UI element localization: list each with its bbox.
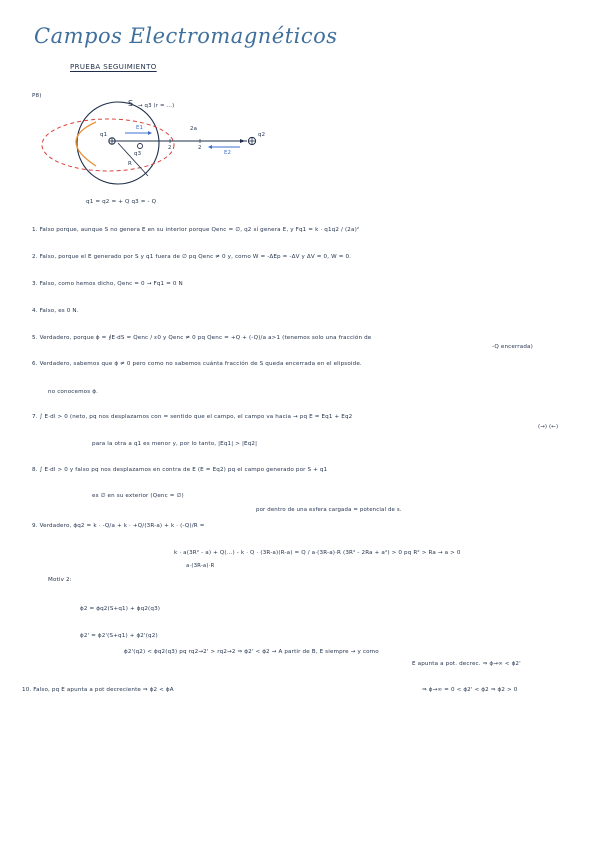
phi2p-eq: ϕ2' = ϕ2'(S+q1) + ϕ2'(q2) bbox=[80, 633, 158, 639]
red-ellipse bbox=[42, 119, 174, 171]
q1-label: q1 bbox=[100, 132, 108, 138]
radius-label: R bbox=[128, 161, 132, 167]
vector-e2-label: E2 bbox=[224, 150, 232, 156]
line-10b: ⇒ ϕ→∞ = 0 < ϕ2' < ϕ2 ⇒ ϕ2 > 0 bbox=[422, 687, 518, 693]
line-1: 1. Falso porque, aunque S no genera E en su interior porque Qenc = ∅, q2 sí genera E, y Fq1 = k · q1q2 / (2a)² bbox=[32, 227, 360, 233]
line-8: 8. ∫ E·dl > 0 y falso pq nos desplazamos en contra de E (E = Eq2) pq el campo generado por S + q1 bbox=[32, 467, 328, 473]
line-4: 4. Falso, es 0 N. bbox=[32, 308, 79, 314]
surface-label: S bbox=[128, 99, 134, 108]
dist-right: 2 bbox=[198, 145, 202, 151]
line-5b: -Q encerrada) bbox=[492, 344, 533, 350]
line-8b: es ∅ en su exterior (Qenc = ∅) bbox=[92, 493, 184, 499]
line-7-dirs: (→) (←) bbox=[538, 424, 559, 430]
line-9b: k · a(3R² - a) + Q(...) - k · Q · (3R-a)(R-a) = Q / a·(3R-a)·R (3R² - 2Ra + a²) > 0 pq R² > Ra → a > 0 bbox=[174, 550, 461, 556]
surface-note: → q3 (r = ...) bbox=[138, 103, 175, 109]
vector-e1-label: E1 bbox=[136, 125, 144, 131]
line-9: 9. Verdadero, ϕq2 = k · -Q/a + k · +Q/(3R-a) + k · (-Q)/R = bbox=[32, 523, 205, 529]
line-7b: para la otra a q1 es menor y, por lo tanto, |Eq1| > |Eq2| bbox=[92, 441, 258, 447]
dist-mid: 2a bbox=[190, 126, 198, 132]
page-title: Campos Electromagnéticos bbox=[34, 24, 338, 48]
line-9-denominator: a·(3R-a)·R bbox=[186, 563, 215, 569]
q2-label: q2 bbox=[258, 132, 266, 138]
line-6b: no conocemos ϕ. bbox=[48, 389, 99, 395]
radius-line bbox=[118, 143, 148, 176]
figure-label: P8) bbox=[32, 93, 42, 99]
line-8-note: por dentro de una esfera cargada = potencial de s. bbox=[256, 507, 402, 513]
line-2: 2. Falso, porque el E generado por S y q1 fuera de ∅ pq Qenc ≠ 0 y, como W = -ΔEp = -ΔV y ΔV = 0, W = 0. bbox=[32, 254, 352, 260]
line-10: 10. Falso, pq E apunta a pot decreciente ⇒ ϕ2 < ϕA bbox=[22, 687, 174, 693]
phi2-eq: ϕ2 = ϕq2(S+q1) + ϕq2(q3) bbox=[80, 606, 161, 612]
page-subtitle: PRUEBA SEGUIMIENTO bbox=[70, 63, 157, 71]
line-3: 3. Falso, como hemos dicho, Qenc = 0 → Fq1 = 0 N bbox=[32, 281, 183, 287]
q3-label: q3 bbox=[134, 151, 142, 157]
compare-line-b: E apunta a pot. decrec. ⇒ ϕ→∞ < ϕ2' bbox=[412, 661, 521, 667]
dist-left: 2 bbox=[168, 145, 172, 151]
q3-marker bbox=[138, 144, 143, 149]
line-6: 6. Verdadero, sabemos que ϕ ≠ 0 pero como no sabemos cuánta fracción de S queda encerrada en el elipsoide. bbox=[32, 361, 362, 367]
charges-line: q1 = q2 = + Q q3 = - Q bbox=[86, 199, 157, 205]
line-5: 5. Verdadero, porque ϕ = ∮E·dS = Qenc / ε0 y Qenc ≠ 0 pq Qenc = +Q + (-Q)/a a>1 (tenemos solo una fracción de bbox=[32, 335, 372, 341]
line-7: 7. ∫ E·dl > 0 (neto, pq nos desplazamos con = sentido que el campo, el campo va hacia → pq E = Eq1 + Eq2 bbox=[32, 414, 353, 420]
orange-arc bbox=[76, 122, 96, 166]
compare-line: ϕ2'(q2) < ϕq2(q3) pq rq2→2' > rq2→2 ⇒ ϕ2' < ϕ2 → A partir de B, E siempre → y como bbox=[124, 649, 379, 655]
motiv-label: Motiv 2: bbox=[48, 577, 72, 583]
